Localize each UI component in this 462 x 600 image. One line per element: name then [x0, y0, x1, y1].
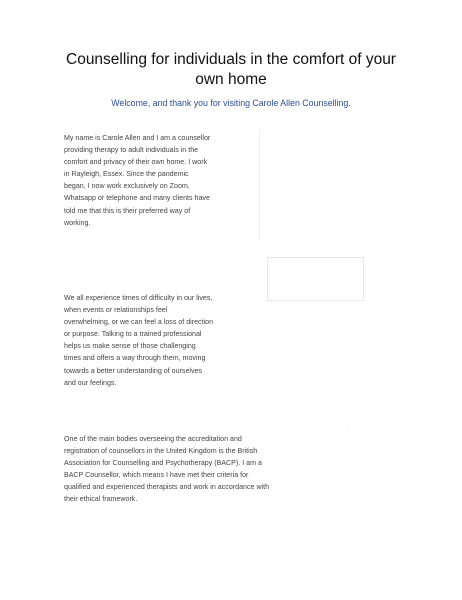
intro-paragraph: My name is Carole Allen and I am a counsellor providing therapy to adult individuals in the comfort and privacy of their own home. I work in Rayleigh, Essex. Since the pandemic began, I now work exclusively on Zoom, Whatsapp or telephone and many clients have told me that this is their preferred way of working.: [64, 134, 211, 227]
page-title: Counselling for individuals in the comfort of your own home: [66, 51, 396, 88]
difficulty-paragraph: We all experience times of difficulty in our lives, when events or relationships feel overwhelming, or we can feel a loss of direction or purpose. Talking to a trained professional helps us make sense of those challenging times and offers a way through them, moving towards a better understanding of ourselves and our feelings.: [64, 294, 214, 387]
column-divider: [259, 130, 260, 240]
decorative-dot: [347, 429, 348, 430]
accreditation-paragraph: One of the main bodies overseeing the accreditation and registration of counsellors in the United Kingdom is the British Association for Counselling and Psychotherapy (BACP). I am a BACP Counsellor, which means I have met their criteria for qualified and experienced therapists and work in accordance with their ethical framework.: [64, 435, 270, 504]
image-placeholder: [267, 257, 364, 301]
welcome-message: Welcome, and thank you for visiting Carole Allen Counselling.: [111, 98, 351, 108]
